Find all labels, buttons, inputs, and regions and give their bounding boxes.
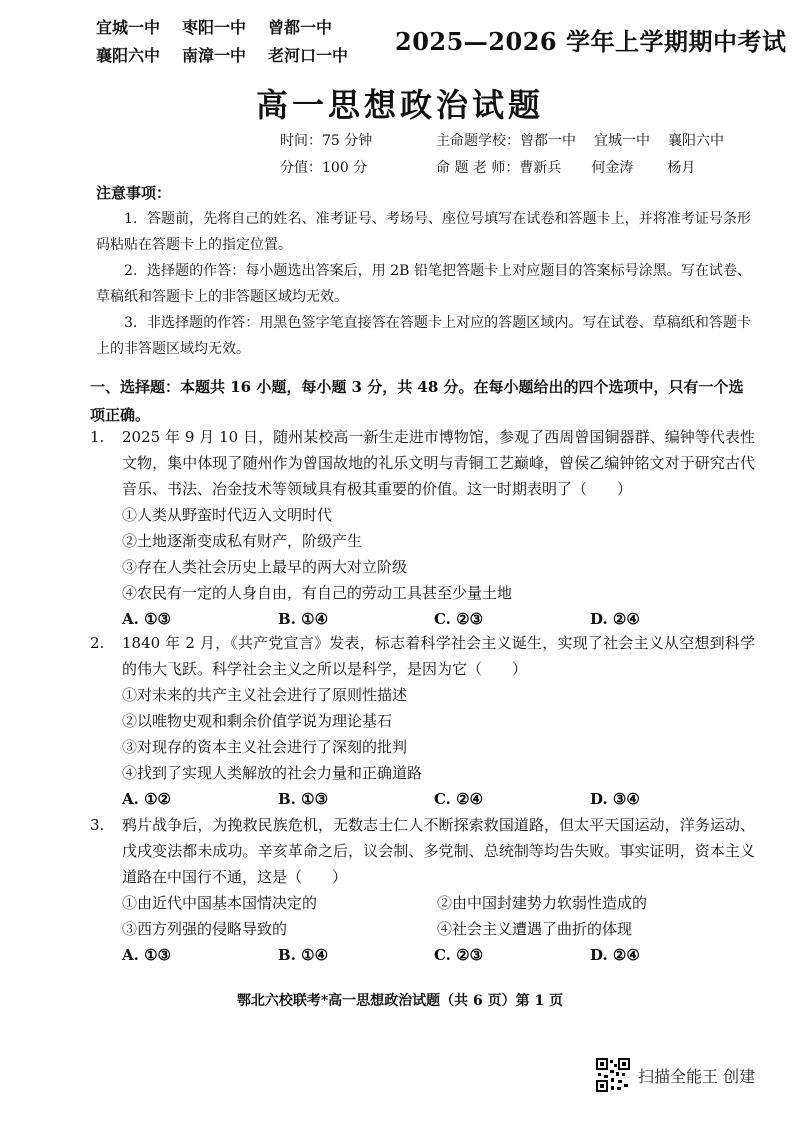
answer-choice: C. ②③ — [434, 946, 484, 964]
host-label: 主命题学校： — [436, 133, 520, 149]
watermark-text: 扫描全能王 创建 — [638, 1066, 756, 1086]
statement-option: ④农民有一定的人身自由，有自己的劳动工具甚至少量土地 — [122, 584, 513, 602]
exam-info — [280, 128, 372, 182]
teacher-name: 杨月 — [667, 160, 696, 176]
statement-option: ①人类从野蛮时代迈入文明时代 — [122, 506, 333, 524]
answer-choice: D. ②④ — [590, 946, 640, 964]
notice-item: 3．非选择题的作答：用黑色签字笔直接答在答题卡上对应的答题区域内。写在试卷、草稿纸和答题卡上的非答题区域均无效。 — [96, 315, 751, 357]
notice-section — [96, 180, 751, 362]
answer-choice: A. ①② — [122, 790, 171, 808]
school-name: 枣阳一中 — [182, 18, 247, 37]
question-stem — [90, 630, 755, 682]
page-footer: 鄂北六校联考*高一思想政治试题（共 6 页）第 1 页 — [236, 993, 564, 1009]
score-label: 分值：100 分 — [280, 160, 368, 176]
school-row-1 — [96, 14, 386, 42]
author-info — [436, 128, 724, 182]
host-school: 宜城一中 — [594, 133, 650, 149]
school-name: 南漳一中 — [182, 46, 247, 65]
answer-choice: C. ②④ — [434, 790, 484, 808]
question-text: 2025 年 9 月 10 日，随州某校高一新生走进市博物馆，参观了西周曾国铜器群、编钟等代表性文物，集中体现了随州作为曾国故地的礼乐文明与青铜工艺巅峰，曾侯乙编钟铭文对于研究古代音乐、书法、冶金技术等领域具有极其重要的价值。这一时期表明了（ ） — [122, 428, 755, 498]
statement-option: ④找到了实现人类解放的社会力量和正确道路 — [122, 764, 423, 782]
scanner-watermark — [596, 1058, 755, 1092]
question-text: 鸦片战争后，为挽救民族危机，无数志士仁人不断探索救国道路，但太平天国运动，洋务运动、戊戌变法都未成功。辛亥革命之后，议会制、多党制、总统制等均告失败。事实证明，资本主义道路在中国行不通，这是（ ） — [122, 816, 755, 886]
answer-choice: A. ①③ — [122, 946, 171, 964]
statement-option: ②由中国封建势力软弱性造成的 — [437, 894, 648, 912]
answer-choice: D. ②④ — [590, 610, 640, 628]
answer-choice: A. ①③ — [122, 610, 171, 628]
teacher-name: 曹新兵 — [519, 160, 562, 176]
answer-choice: B. ①④ — [278, 946, 329, 964]
notice-title: 注意事项： — [96, 184, 172, 202]
school-name: 宜城一中 — [96, 18, 161, 37]
statement-row — [90, 916, 755, 942]
answer-choice: D. ③④ — [590, 790, 640, 808]
host-school: 襄阳六中 — [668, 133, 724, 149]
statement-option: ②以唯物史观和剩余价值学说为理论基石 — [122, 712, 393, 730]
section-heading: 一、选择题：本题共 16 小题，每小题 3 分，共 48 分。在每小题给出的四个选项中，只有一个选项正确。 — [90, 378, 744, 424]
question-stem — [90, 424, 755, 502]
question-number: 1. — [90, 428, 105, 446]
school-name: 曾都一中 — [268, 18, 333, 37]
school-list — [96, 14, 386, 70]
statement-option: ④社会主义遭遇了曲折的体现 — [437, 920, 633, 938]
question-2 — [90, 630, 755, 812]
time-label: 时间：75 分钟 — [280, 133, 373, 149]
host-school: 曾都一中 — [520, 133, 576, 149]
host-schools-row — [436, 128, 724, 155]
question-stem — [90, 812, 755, 890]
statement-option: ③西方列强的侵略导致的 — [122, 920, 288, 938]
question-number: 2. — [90, 634, 105, 652]
statement-option: ①由近代中国基本国情决定的 — [122, 894, 318, 912]
statement-option: ③对现存的资本主义社会进行了深刻的批判 — [122, 738, 408, 756]
exam-title: 2025—2026 学年上学期期中考试 — [395, 27, 787, 56]
answer-choices — [90, 606, 755, 632]
answer-choice: B. ①③ — [278, 790, 329, 808]
statement-option: ②土地逐渐变成私有财产，阶级产生 — [122, 532, 363, 550]
teacher-name: 何金涛 — [591, 160, 634, 176]
qr-code-icon — [596, 1058, 630, 1092]
notice-item: 2．选择题的作答：每小题选出答案后，用 2B 铅笔把答题卡上对应题目的答案标号涂黑。写在试卷、草稿纸和答题卡上的非答题区域均无效。 — [96, 263, 751, 305]
answer-choice: C. ②③ — [434, 610, 484, 628]
teacher-label: 命 题 老 师： — [436, 160, 520, 176]
notice-item: 1．答题前，先将自己的姓名、准考证号、考场号、座位号填写在试卷和答题卡上，并将准考证号条形码粘贴在答题卡上的指定位置。 — [96, 211, 751, 253]
teachers-row — [436, 155, 724, 182]
school-row-2 — [96, 42, 386, 70]
statement-option: ①对未来的共产主义社会进行了原则性描述 — [122, 686, 408, 704]
answer-choices — [90, 942, 755, 968]
statement-option: ③存在人类社会历史上最早的两大对立阶级 — [122, 558, 408, 576]
question-1 — [90, 424, 755, 632]
question-3 — [90, 812, 755, 968]
subject-title: 高一思想政治试题 — [255, 86, 544, 124]
question-number: 3. — [90, 816, 105, 834]
school-name: 老河口一中 — [268, 46, 349, 65]
answer-choice: B. ①④ — [278, 610, 329, 628]
answer-choices — [90, 786, 755, 812]
statement-row — [90, 890, 755, 916]
question-text: 1840 年 2 月，《共产党宣言》发表，标志着科学社会主义诞生，实现了社会主义从空想到科学的伟大飞跃。科学社会主义之所以是科学，是因为它（ ） — [122, 634, 755, 678]
school-name: 襄阳六中 — [96, 46, 161, 65]
